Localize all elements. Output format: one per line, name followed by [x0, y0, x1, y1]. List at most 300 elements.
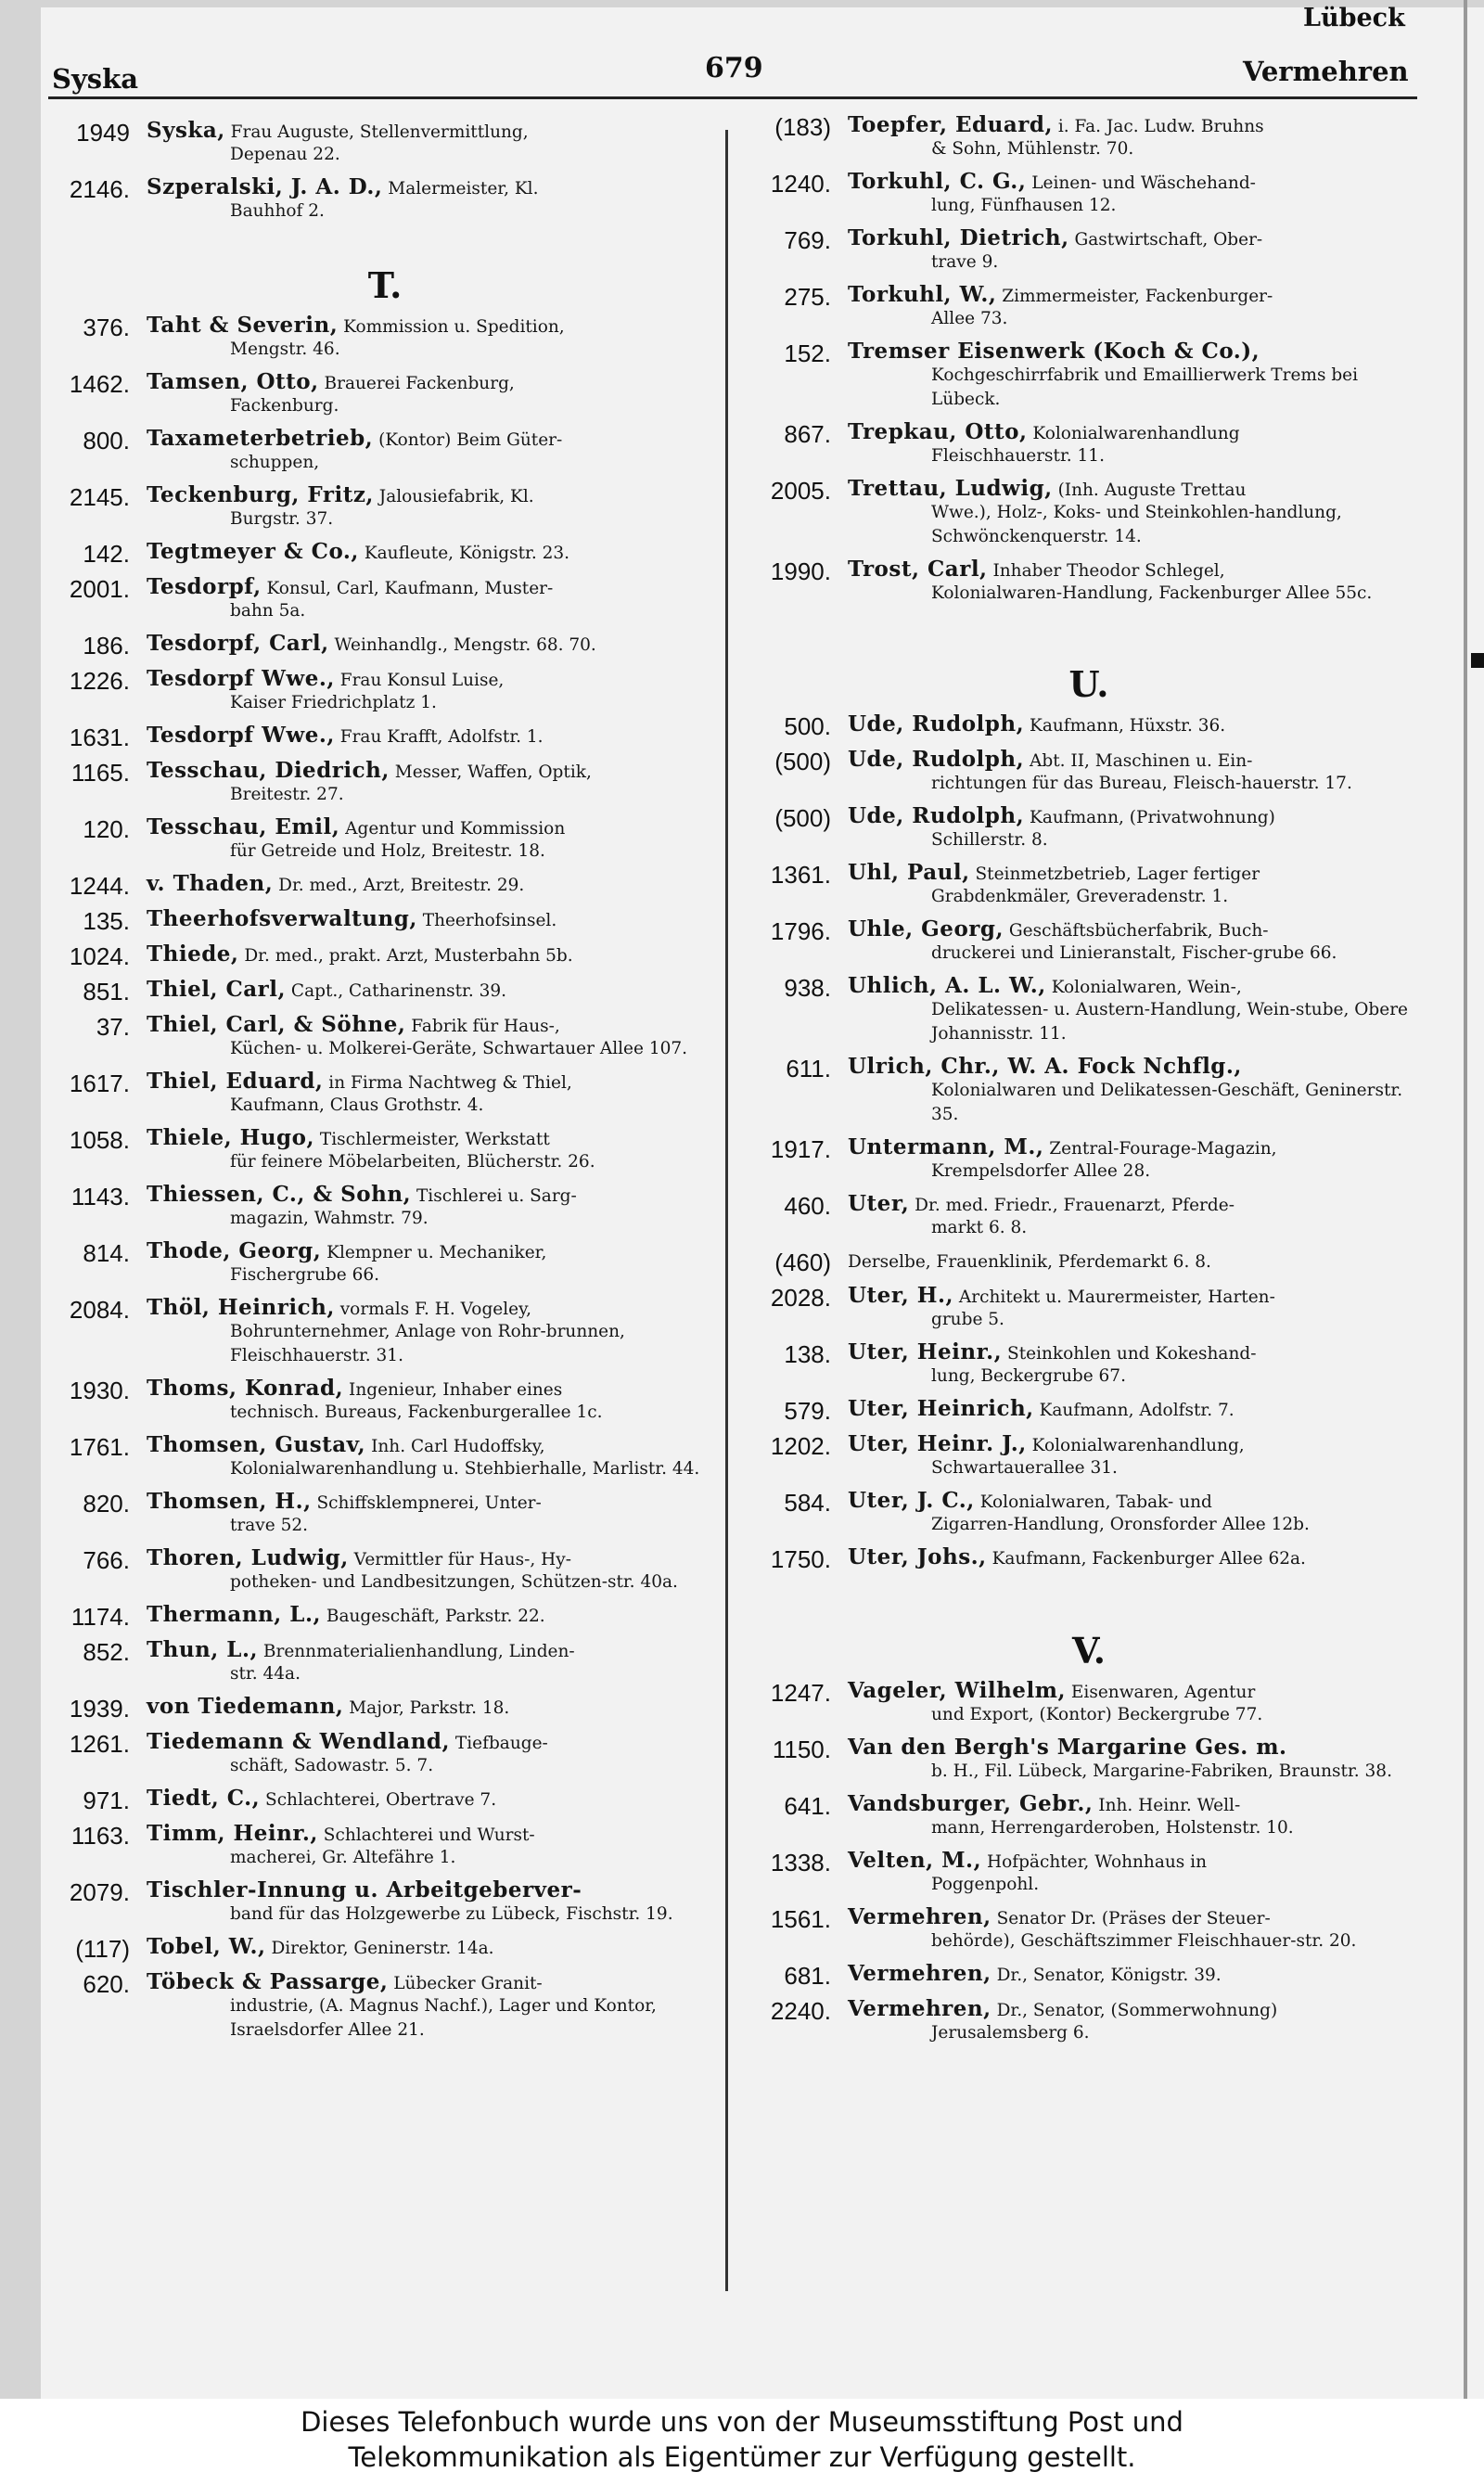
entry-text: [831, 1489, 1428, 1537]
subscriber-details: Inh. Carl Hudoffsky,: [371, 1437, 545, 1456]
entry-text: [130, 1935, 722, 1961]
subscriber-name: Thiessen, C., & Sohn,: [147, 1182, 412, 1207]
phone-number: 1917.: [770, 1135, 831, 1163]
entry-text: [831, 804, 1428, 852]
subscriber-address: und Export, (Kontor) Beckergrube 77.: [931, 1705, 1263, 1724]
subscriber-details: Kolonialwaren, Wein-,: [1051, 978, 1242, 997]
subscriber-address: Jerusalemsberg 6.: [931, 2023, 1090, 2043]
subscriber-address: bahn 5a.: [230, 601, 306, 621]
directory-entry: [48, 1730, 722, 1778]
subscriber-name: Ulrich, Chr., W. A. Fock Nchflg.,: [848, 1054, 1242, 1079]
left-entries: [48, 314, 722, 2043]
phone-number: 460.: [784, 1192, 831, 1220]
subscriber-name: Thoren, Ludwig,: [147, 1545, 349, 1570]
directory-entry: [749, 1340, 1428, 1389]
subscriber-details: Dr. med. Friedr., Frauenarzt, Pferde-: [915, 1196, 1235, 1215]
entry-text: [130, 759, 722, 807]
subscriber-address: band für das Holzgewerbe zu Lübeck, Fischstr. 19.: [230, 1904, 673, 1924]
subscriber-address: industrie, (A. Magnus Nachf.), Lager und Kontor, Israelsdorfer Allee 21.: [230, 1996, 657, 2040]
entry-text: [831, 712, 1428, 738]
entry-text: [130, 1730, 722, 1778]
subscriber-details: (Inh. Auguste Trettau: [1057, 480, 1247, 500]
directory-entry: [749, 557, 1428, 606]
subscriber-address: Kolonialwaren und Delikatessen-Geschäft, Geninerstr. 35.: [931, 1081, 1403, 1124]
subscriber-details: Schiffsklempnerei, Unter-: [316, 1493, 542, 1513]
right-entries-v: [749, 1679, 1428, 2045]
subscriber-details: Derselbe, Frauenklinik, Pferdemarkt 6. 8.: [848, 1252, 1211, 1272]
directory-entry: [48, 1878, 722, 1927]
directory-entry: [48, 907, 722, 934]
phone-number: 1240.: [770, 170, 831, 198]
subscriber-details: Ingenieur, Inhaber eines: [349, 1380, 563, 1400]
entry-text: [831, 1736, 1428, 1784]
directory-entry: [48, 427, 722, 475]
entry-text: [831, 420, 1428, 468]
subscriber-address: technisch. Bureaus, Fackenburgerallee 1c.: [230, 1403, 603, 1422]
subscriber-name: Teckenburg, Fritz,: [147, 482, 374, 507]
phone-number: 1247.: [770, 1679, 831, 1707]
subscriber-details: Dr. med., Arzt, Breitestr. 29.: [278, 876, 525, 895]
phone-number: 142.: [83, 540, 130, 568]
directory-entry: [48, 1546, 722, 1595]
directory-entry: [48, 175, 722, 224]
phone-number: 1244.: [69, 872, 130, 900]
subscriber-details: Fabrik für Haus-,: [411, 1017, 560, 1036]
entry-text: [130, 667, 722, 715]
subscriber-details: Theerhofsinsel.: [422, 911, 557, 930]
entry-text: [831, 226, 1428, 275]
subscriber-name: Syska,: [147, 118, 225, 143]
subscriber-address: Fleischhauerstr. 11.: [931, 446, 1105, 466]
entry-text: [130, 872, 722, 898]
directory-entry: [48, 1296, 722, 1368]
entry-text: [831, 1792, 1428, 1840]
directory-entry: [749, 1736, 1428, 1784]
directory-entry: [749, 1192, 1428, 1240]
subscriber-name: Thiel, Carl,: [147, 977, 287, 1002]
directory-entry: [749, 1055, 1428, 1127]
phone-number: 2145.: [69, 483, 130, 511]
subscriber-address: Wwe.), Holz-, Koks- und Steinkohlen-handlung, Schwönckenquerstr. 14.: [931, 503, 1342, 546]
subscriber-address: Fischergrube 66.: [230, 1265, 380, 1285]
subscriber-details: Kaufmann, (Privatwohnung): [1030, 808, 1275, 827]
directory-entry: [48, 575, 722, 623]
entry-text: [831, 1340, 1428, 1389]
phone-number: 120.: [83, 815, 130, 843]
subscriber-address: Kochgeschirrfabrik und Emaillierwerk Trems bei Lübeck.: [931, 365, 1359, 409]
footer-line-1: Dieses Telefonbuch wurde uns von der Museumsstiftung Post und: [301, 2406, 1183, 2438]
subscriber-address: Kaufmann, Claus Grothstr. 4.: [230, 1095, 484, 1115]
entry-text: [831, 1432, 1428, 1480]
phone-number: 971.: [83, 1787, 130, 1814]
phone-number: 275.: [784, 283, 831, 311]
subscriber-name: Szperalski, J. A. D.,: [147, 174, 383, 199]
subscriber-address: macherei, Gr. Altefähre 1.: [230, 1848, 456, 1867]
subscriber-details: Frau Auguste, Stellenvermittlung,: [230, 122, 529, 142]
entry-text: [831, 1192, 1428, 1240]
subscriber-details: Steinkohlen und Kokeshand-: [1007, 1344, 1257, 1364]
entry-text: [130, 632, 722, 658]
subscriber-details: Inhaber Theodor Schlegel,: [992, 561, 1225, 581]
subscriber-name: Tesdorpf Wwe.,: [147, 723, 335, 748]
subscriber-details: Major, Parkstr. 18.: [349, 1698, 510, 1718]
subscriber-address: für Getreide und Holz, Breitestr. 18.: [230, 841, 545, 861]
subscriber-name: Toepfer, Eduard,: [848, 112, 1053, 137]
subscriber-address: Küchen- u. Molkerei-Geräte, Schwartauer Allee 107.: [230, 1039, 688, 1058]
subscriber-name: Thun, L.,: [147, 1637, 258, 1662]
subscriber-address: Kolonialwaren-Handlung, Fackenburger Allee 55c.: [931, 583, 1373, 603]
subscriber-name: Thiele, Hugo,: [147, 1125, 314, 1150]
phone-number: 1761.: [69, 1433, 130, 1461]
subscriber-name: Ude, Rudolph,: [848, 711, 1025, 737]
entry-text: [831, 1249, 1428, 1275]
subscriber-name: Tremser Eisenwerk (Koch & Co.),: [848, 339, 1260, 364]
subscriber-name: Tiedemann & Wendland,: [147, 1729, 451, 1754]
subscriber-name: Torkuhl, Dietrich,: [848, 225, 1069, 250]
subscriber-address: Bauhhof 2.: [230, 201, 325, 221]
subscriber-address: für feinere Möbelarbeiten, Blücherstr. 26.: [230, 1152, 595, 1172]
directory-entry: [48, 1638, 722, 1686]
subscriber-name: Tobel, W.,: [147, 1934, 266, 1959]
directory-entry: [48, 667, 722, 715]
directory-entry: [48, 1013, 722, 1061]
entry-text: [130, 575, 722, 623]
phone-number: 584.: [784, 1489, 831, 1517]
phone-number: 620.: [83, 1970, 130, 1998]
subscriber-details: Tischlermeister, Werkstatt: [319, 1130, 550, 1149]
phone-number: 1949: [76, 119, 130, 147]
phone-number: 186.: [83, 632, 130, 660]
directory-entry: [48, 759, 722, 807]
entry-text: [831, 283, 1428, 331]
directory-entry: [48, 1603, 722, 1630]
section-heading-u: U.: [1068, 663, 1109, 705]
page-number: 679: [705, 52, 763, 84]
right-entries-u: [749, 712, 1428, 1572]
subscriber-name: Trepkau, Otto,: [848, 419, 1028, 444]
phone-number: 1174.: [70, 1603, 130, 1631]
subscriber-details: Hofpächter, Wohnhaus in: [986, 1852, 1207, 1872]
phone-number: 1796.: [770, 917, 831, 945]
phone-number: 766.: [83, 1546, 130, 1574]
phone-number: 814.: [83, 1239, 130, 1267]
subscriber-name: Vermehren,: [848, 1996, 991, 2021]
phone-number: 611.: [786, 1055, 831, 1082]
subscriber-details: Frau Konsul Luise,: [339, 671, 505, 690]
phone-number: 1143.: [70, 1183, 130, 1210]
subscriber-name: Uhlich, A. L. W.,: [848, 973, 1046, 998]
section-heading-v: V.: [1071, 1630, 1107, 1672]
subscriber-details: Kolonialwaren, Tabak- und: [979, 1492, 1212, 1512]
subscriber-address: Schwartauerallee 31.: [931, 1458, 1118, 1478]
subscriber-name: von Tiedemann,: [147, 1694, 344, 1719]
header-city: Lübeck: [1303, 4, 1405, 32]
directory-entry: [48, 314, 722, 362]
subscriber-details: Zentral-Fourage-Magazin,: [1049, 1139, 1277, 1159]
phone-number: 1261.: [69, 1730, 130, 1758]
subscriber-address: behörde), Geschäftszimmer Fleischhauer-str. 20.: [931, 1931, 1357, 1951]
phone-number: 769.: [784, 226, 831, 254]
subscriber-name: Van den Bergh's Margarine Ges. m.: [848, 1735, 1287, 1760]
subscriber-details: Agentur und Kommission: [345, 819, 566, 839]
phone-number: 1561.: [770, 1905, 831, 1933]
footer-notice: [0, 2399, 1484, 2485]
column-divider: [725, 130, 728, 2291]
subscriber-details: Dr., Senator, Königstr. 39.: [996, 1966, 1222, 1985]
directory-entry: [749, 861, 1428, 909]
subscriber-details: Kaufleute, Königstr. 23.: [364, 544, 569, 563]
entry-text: [831, 1679, 1428, 1727]
directory-entry: [749, 1135, 1428, 1184]
entry-text: [130, 1638, 722, 1686]
subscriber-details: Klempner u. Mechaniker,: [326, 1243, 547, 1262]
directory-entry: [749, 1545, 1428, 1572]
directory-entry: [48, 815, 722, 864]
subscriber-name: Uter, H.,: [848, 1283, 954, 1308]
subscriber-address: trave 52.: [230, 1516, 309, 1535]
subscriber-details: Kaufmann, Hüxstr. 36.: [1030, 716, 1226, 736]
subscriber-name: Uhle, Georg,: [848, 916, 1004, 941]
subscriber-name: Taxameterbetrieb,: [147, 426, 374, 451]
phone-number: 152.: [784, 339, 831, 367]
directory-entry: [749, 339, 1428, 412]
phone-number: 2005.: [770, 477, 831, 505]
entry-text: [130, 175, 722, 224]
subscriber-details: Leinen- und Wäschehand-: [1031, 173, 1256, 193]
subscriber-details: Frau Krafft, Adolfstr. 1.: [339, 727, 544, 747]
entry-text: [130, 1822, 722, 1870]
entry-text: [130, 1878, 722, 1927]
subscriber-name: Taht & Severin,: [147, 313, 339, 338]
entry-text: [130, 1013, 722, 1061]
phone-number: 1058.: [69, 1126, 130, 1154]
entry-text: [130, 314, 722, 362]
directory-entry: [749, 1432, 1428, 1480]
subscriber-name: Uter, J. C.,: [848, 1488, 975, 1513]
entry-text: [130, 724, 722, 749]
subscriber-name: Thermann, L.,: [147, 1602, 321, 1627]
subscriber-details: Schlachterei und Wurst-: [323, 1825, 535, 1845]
entry-text: [130, 1970, 722, 2043]
subscriber-address: Depenau 22.: [230, 145, 340, 164]
subscriber-name: Thiel, Eduard,: [147, 1069, 324, 1094]
directory-entry: [48, 942, 722, 969]
phone-number: (500): [774, 804, 831, 832]
subscriber-address: grube 5.: [931, 1310, 1004, 1329]
entry-text: [831, 1284, 1428, 1332]
subscriber-details: (Kontor) Beim Güter-: [378, 430, 563, 450]
subscriber-details: Brennmaterialienhandlung, Linden-: [262, 1642, 575, 1661]
entry-text: [130, 1546, 722, 1595]
subscriber-name: Tischler-Innung u. Arbeitgeberver-: [147, 1877, 582, 1902]
phone-number: 2240.: [770, 1997, 831, 2025]
directory-entry: [749, 1489, 1428, 1537]
subscriber-details: Weinhandlg., Mengstr. 68. 70.: [334, 635, 596, 655]
phone-number: 1226.: [69, 667, 130, 695]
subscriber-name: v. Thaden,: [147, 871, 274, 896]
directory-entry: [48, 1239, 722, 1287]
subscriber-address: Mengstr. 46.: [230, 339, 340, 359]
subscriber-name: Untermann, M.,: [848, 1134, 1044, 1159]
directory-entry: [749, 917, 1428, 966]
phone-number: 1939.: [69, 1695, 130, 1723]
entry-text: [130, 1070, 722, 1118]
subscriber-address: str. 44a.: [230, 1664, 301, 1684]
directory-entry: [48, 1695, 722, 1722]
directory-entry: [749, 712, 1428, 739]
directory-entry: [749, 477, 1428, 549]
subscriber-name: Tegtmeyer & Co.,: [147, 539, 359, 564]
directory-entry: [48, 119, 722, 167]
subscriber-details: Direktor, Geninerstr. 14a.: [271, 1939, 494, 1958]
subscriber-details: Dr. med., prakt. Arzt, Musterbahn 5b.: [244, 946, 573, 966]
entry-text: [130, 1603, 722, 1629]
subscriber-details: Messer, Waffen, Optik,: [394, 762, 592, 782]
phone-number: 820.: [83, 1490, 130, 1518]
subscriber-address: magazin, Wahmstr. 79.: [230, 1209, 429, 1228]
header-left-keyword: Syska: [52, 63, 139, 95]
left-pre-entries: [48, 119, 722, 224]
phone-number: 2084.: [69, 1296, 130, 1324]
directory-entry: [48, 1377, 722, 1425]
subscriber-name: Vermehren,: [848, 1904, 991, 1929]
subscriber-name: Thiel, Carl, & Söhne,: [147, 1012, 406, 1037]
phone-number: 2079.: [69, 1878, 130, 1906]
subscriber-name: Theerhofsverwaltung,: [147, 906, 417, 931]
phone-number: 867.: [784, 420, 831, 448]
phone-number: (183): [774, 113, 831, 141]
subscriber-details: Geschäftsbücherfabrik, Buch-: [1008, 921, 1269, 941]
entry-text: [831, 1962, 1428, 1988]
subscriber-name: Torkuhl, W.,: [848, 282, 997, 307]
phone-number: 1024.: [69, 942, 130, 970]
right-pre-entries: [749, 113, 1428, 606]
phone-number: 851.: [83, 978, 130, 1006]
phone-number: 579.: [784, 1397, 831, 1425]
subscriber-details: Kolonialwarenhandlung,: [1031, 1436, 1245, 1455]
directory-entry: [48, 1787, 722, 1813]
right-column: [749, 113, 1428, 2054]
subscriber-address: schuppen,: [230, 453, 320, 472]
directory-entry: [48, 1822, 722, 1870]
subscriber-address: richtungen für das Bureau, Fleisch-hauerstr. 17.: [931, 774, 1352, 793]
entry-text: [831, 1905, 1428, 1953]
left-column: [48, 119, 722, 2051]
directory-entry: [48, 370, 722, 418]
entry-text: [831, 748, 1428, 796]
entry-text: [130, 1126, 722, 1174]
header-rule: [48, 96, 1417, 99]
subscriber-details: Capt., Catharinenstr. 39.: [290, 981, 507, 1001]
subscriber-address: lung, Beckergrube 67.: [931, 1366, 1126, 1386]
directory-entry: [749, 1997, 1428, 2045]
directory-entry: [48, 1070, 722, 1118]
phone-number: 376.: [83, 314, 130, 341]
subscriber-name: Vageler, Wilhelm,: [848, 1678, 1067, 1703]
entry-text: [130, 483, 722, 532]
phone-number: 1361.: [770, 861, 831, 889]
phone-number: 500.: [784, 712, 831, 740]
subscriber-name: Uter, Heinr. J.,: [848, 1431, 1027, 1456]
subscriber-details: Tischlerei u. Sarg-: [416, 1186, 577, 1206]
subscriber-address: Burgstr. 37.: [230, 509, 334, 529]
entry-text: [130, 942, 722, 968]
phone-number: 1462.: [69, 370, 130, 398]
subscriber-details: Schlachterei, Obertrave 7.: [265, 1790, 497, 1810]
entry-text: [130, 1377, 722, 1425]
subscriber-name: Tamsen, Otto,: [147, 369, 319, 394]
entry-text: [831, 557, 1428, 606]
subscriber-name: Tesschau, Emil,: [147, 814, 340, 839]
phone-number: 1990.: [770, 557, 831, 585]
directory-entry: [48, 1126, 722, 1174]
entry-text: [130, 370, 722, 418]
directory-entry: [749, 804, 1428, 852]
subscriber-address: Poggenpohl.: [931, 1875, 1040, 1894]
entry-text: [831, 170, 1428, 218]
phone-number: 2146.: [69, 175, 130, 203]
subscriber-name: Uter, Johs.,: [848, 1544, 987, 1569]
phone-number: 938.: [784, 974, 831, 1002]
subscriber-details: Dr., Senator, (Sommerwohnung): [996, 2001, 1278, 2020]
subscriber-details: Kaufmann, Fackenburger Allee 62a.: [991, 1549, 1306, 1569]
subscriber-address: Delikatessen- u. Austern-Handlung, Wein-stube, Obere Johannisstr. 11.: [931, 1000, 1409, 1044]
subscriber-address: Fackenburg.: [230, 396, 339, 416]
subscriber-details: Lübecker Granit-: [393, 1974, 543, 1993]
phone-number: 138.: [784, 1340, 831, 1368]
directory-entry: [48, 978, 722, 1005]
subscriber-address: trave 9.: [931, 252, 999, 272]
subscriber-details: Kaufmann, Adolfstr. 7.: [1039, 1401, 1235, 1420]
subscriber-details: Gastwirtschaft, Ober-: [1074, 230, 1263, 250]
directory-entry: [749, 974, 1428, 1046]
directory-entry: [749, 113, 1428, 161]
section-heading-t: T.: [367, 264, 403, 306]
subscriber-details: i. Fa. Jac. Ludw. Bruhns: [1057, 117, 1264, 136]
directory-entry: [48, 1183, 722, 1231]
entry-text: [130, 119, 722, 167]
phone-number: 800.: [83, 427, 130, 455]
subscriber-details: Kolonialwarenhandlung: [1032, 424, 1240, 443]
entry-text: [831, 1135, 1428, 1184]
subscriber-name: Tesdorpf, Carl,: [147, 631, 329, 656]
phone-number: 135.: [83, 907, 130, 935]
phone-number: (117): [75, 1935, 130, 1963]
phone-number: (460): [774, 1249, 831, 1276]
subscriber-details: Architekt u. Maurermeister, Harten-: [958, 1287, 1275, 1307]
directory-entry: [749, 1849, 1428, 1897]
subscriber-name: Uhl, Paul,: [848, 860, 970, 885]
edge-mark: [1471, 653, 1484, 668]
subscriber-name: Ude, Rudolph,: [848, 747, 1025, 772]
phone-number: 1163.: [70, 1822, 130, 1850]
entry-text: [130, 1433, 722, 1481]
phone-number: 1165.: [70, 759, 130, 787]
directory-entry: [749, 1905, 1428, 1953]
subscriber-name: Tesdorpf,: [147, 574, 262, 599]
phone-number: 2028.: [770, 1284, 831, 1312]
header-right-keyword: Vermehren: [1243, 56, 1409, 87]
entry-text: [130, 427, 722, 475]
subscriber-name: Uter, Heinr.,: [848, 1339, 1003, 1364]
entry-text: [130, 540, 722, 566]
entry-text: [831, 974, 1428, 1046]
page-edge: [1464, 0, 1467, 2399]
subscriber-name: Thöl, Heinrich,: [147, 1295, 335, 1320]
subscriber-name: Tesdorpf Wwe.,: [147, 666, 335, 691]
directory-entry: [749, 1962, 1428, 1989]
entry-text: [130, 907, 722, 933]
